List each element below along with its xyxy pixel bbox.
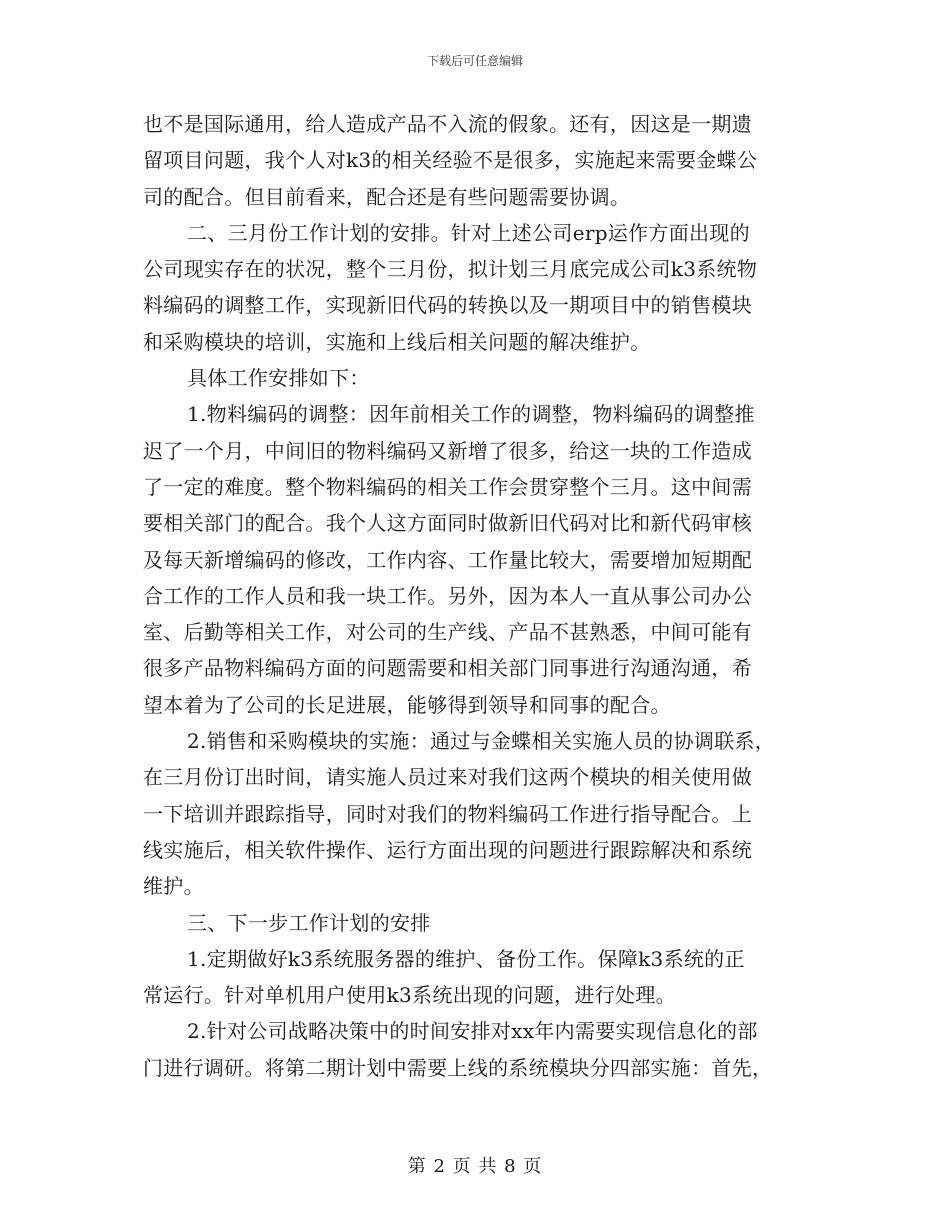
text-line: 公司现实存在的状况，整个三月份，拟计划三月底完成公司k3系统物 [143,257,758,282]
text-line: 在三月份订出时间，请实施人员过来对我们这两个模块的相关使用做 [143,765,752,790]
text-line: 留项目问题，我个人对k3的相关经验不是很多，实施起来需要金蝶公 [143,148,758,173]
text-line: 和采购模块的培训，实施和上线后相关问题的解决维护。 [143,329,651,354]
text-line: 1.物料编码的调整：因年前相关工作的调整，物料编码的调整推 [187,402,755,427]
text-line: 线实施后，相关软件操作、运行方面出现的问题进行跟踪解决和系统 [143,837,752,862]
text-line: 具体工作安排如下： [187,366,370,391]
text-line: 了一定的难度。整个物料编码的相关工作会贯穿整个三月。这中间需 [143,474,752,499]
text-line: 司的配合。但目前看来，配合还是有些问题需要协调。 [143,184,631,209]
text-line: 二、三月份工作计划的安排。针对上述公司erp运作方面出现的 [187,220,750,245]
text-line: 2.销售和采购模块的实施：通过与金蝶相关实施人员的协调联系， [187,729,776,754]
text-line: 迟了一个月，中间旧的物料编码又新增了很多，给这一块的工作造成 [143,438,752,463]
text-line: 望本着为了公司的长足进展，能够得到领导和同事的配合。 [143,692,671,717]
text-line: 1.定期做好k3系统服务器的维护、备份工作。保障k3系统的正 [187,946,745,971]
text-line: 三、下一步工作计划的安排 [187,910,431,935]
page-header: 下载后可任意编辑 [426,54,523,68]
document-body [143,106,809,1086]
text-line: 要相关部门的配合。我个人这方面同时做新旧代码对比和新代码审核 [143,511,752,536]
text-line: 料编码的调整工作，实现新旧代码的转换以及一期项目中的销售模块 [143,293,752,318]
text-line: 合工作的工作人员和我一块工作。另外，因为本人一直从事公司办公 [143,583,752,608]
page-number: 第 2 页 共 8 页 [407,1156,543,1177]
text-line: 很多产品物料编码方面的问题需要和相关部门同事进行沟通沟通，希 [143,656,752,681]
text-line: 一下培训并跟踪指导，同时对我们的物料编码工作进行指导配合。上 [143,801,752,826]
text-line: 门进行调研。将第二期计划中需要上线的系统模块分四部实施：首先， [143,1055,773,1080]
text-line: 及每天新增编码的修改，工作内容、工作量比较大，需要增加短期配 [143,547,752,572]
text-line: 2.针对公司战略决策中的时间安排对xx年内需要实现信息化的部 [187,1019,758,1044]
text-line: 维护。 [143,874,204,899]
text-line: 室、后勤等相关工作，对公司的生产线、产品不甚熟悉，中间可能有 [143,620,752,645]
text-line: 常运行。针对单机用户使用k3系统出现的问题，进行处理。 [143,983,676,1008]
text-line: 也不是国际通用，给人造成产品不入流的假象。还有，因这是一期遗 [143,112,752,136]
